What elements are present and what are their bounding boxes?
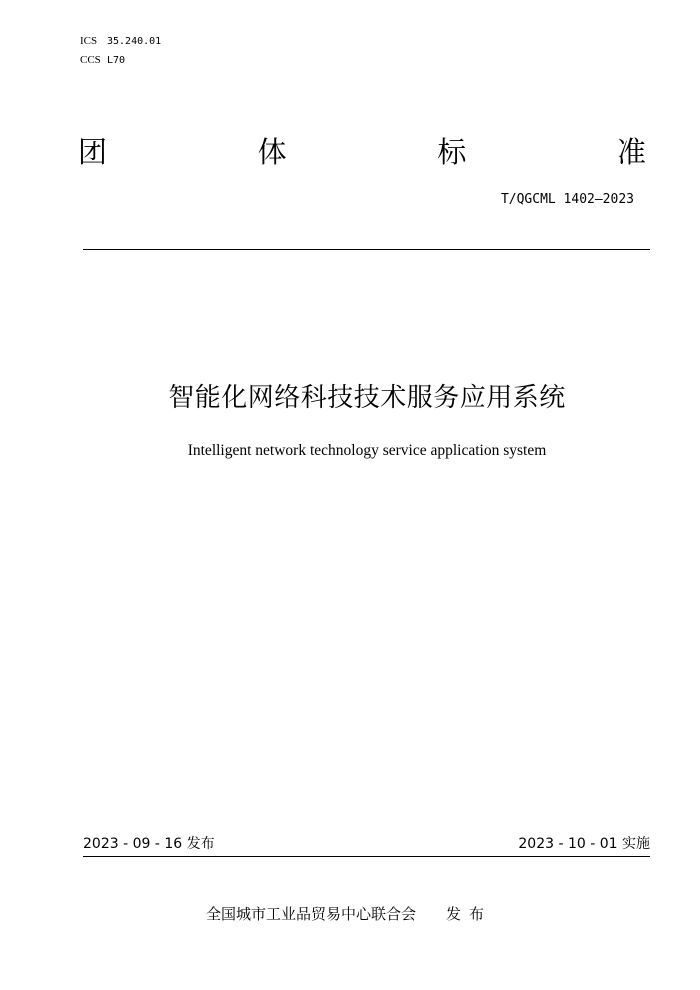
- footer-divider: [83, 856, 650, 857]
- ccs-label: CCS: [80, 54, 101, 66]
- document-title-english: Intelligent network technology service application system: [187, 442, 547, 459]
- implementation-date: 2023 - 10 - 01 实施: [518, 836, 650, 852]
- ics-code: 35.240.01: [107, 36, 162, 47]
- standard-type-char: 体: [257, 135, 287, 169]
- standard-type-char: 标: [437, 135, 467, 169]
- standard-type-char: 准: [616, 135, 646, 169]
- publish-action: 发布: [446, 905, 493, 923]
- publisher-name: 全国城市工业品贸易中心联合会: [206, 905, 417, 923]
- standard-type-heading: [78, 134, 646, 170]
- ics-line: [80, 34, 161, 49]
- header-divider: [83, 249, 650, 250]
- ccs-line: [80, 53, 125, 68]
- standard-type-char: 团: [78, 135, 108, 169]
- standard-code: T/QGCML 1402—2023: [500, 192, 634, 207]
- publisher-line: [206, 904, 492, 924]
- ics-label: ICS: [80, 35, 98, 47]
- document-title-chinese: 智能化网络科技技术服务应用系统: [168, 383, 566, 413]
- ccs-code: L70: [107, 55, 126, 66]
- date-row: [83, 835, 650, 853]
- issue-date: 2023 - 09 - 16 发布: [83, 836, 215, 852]
